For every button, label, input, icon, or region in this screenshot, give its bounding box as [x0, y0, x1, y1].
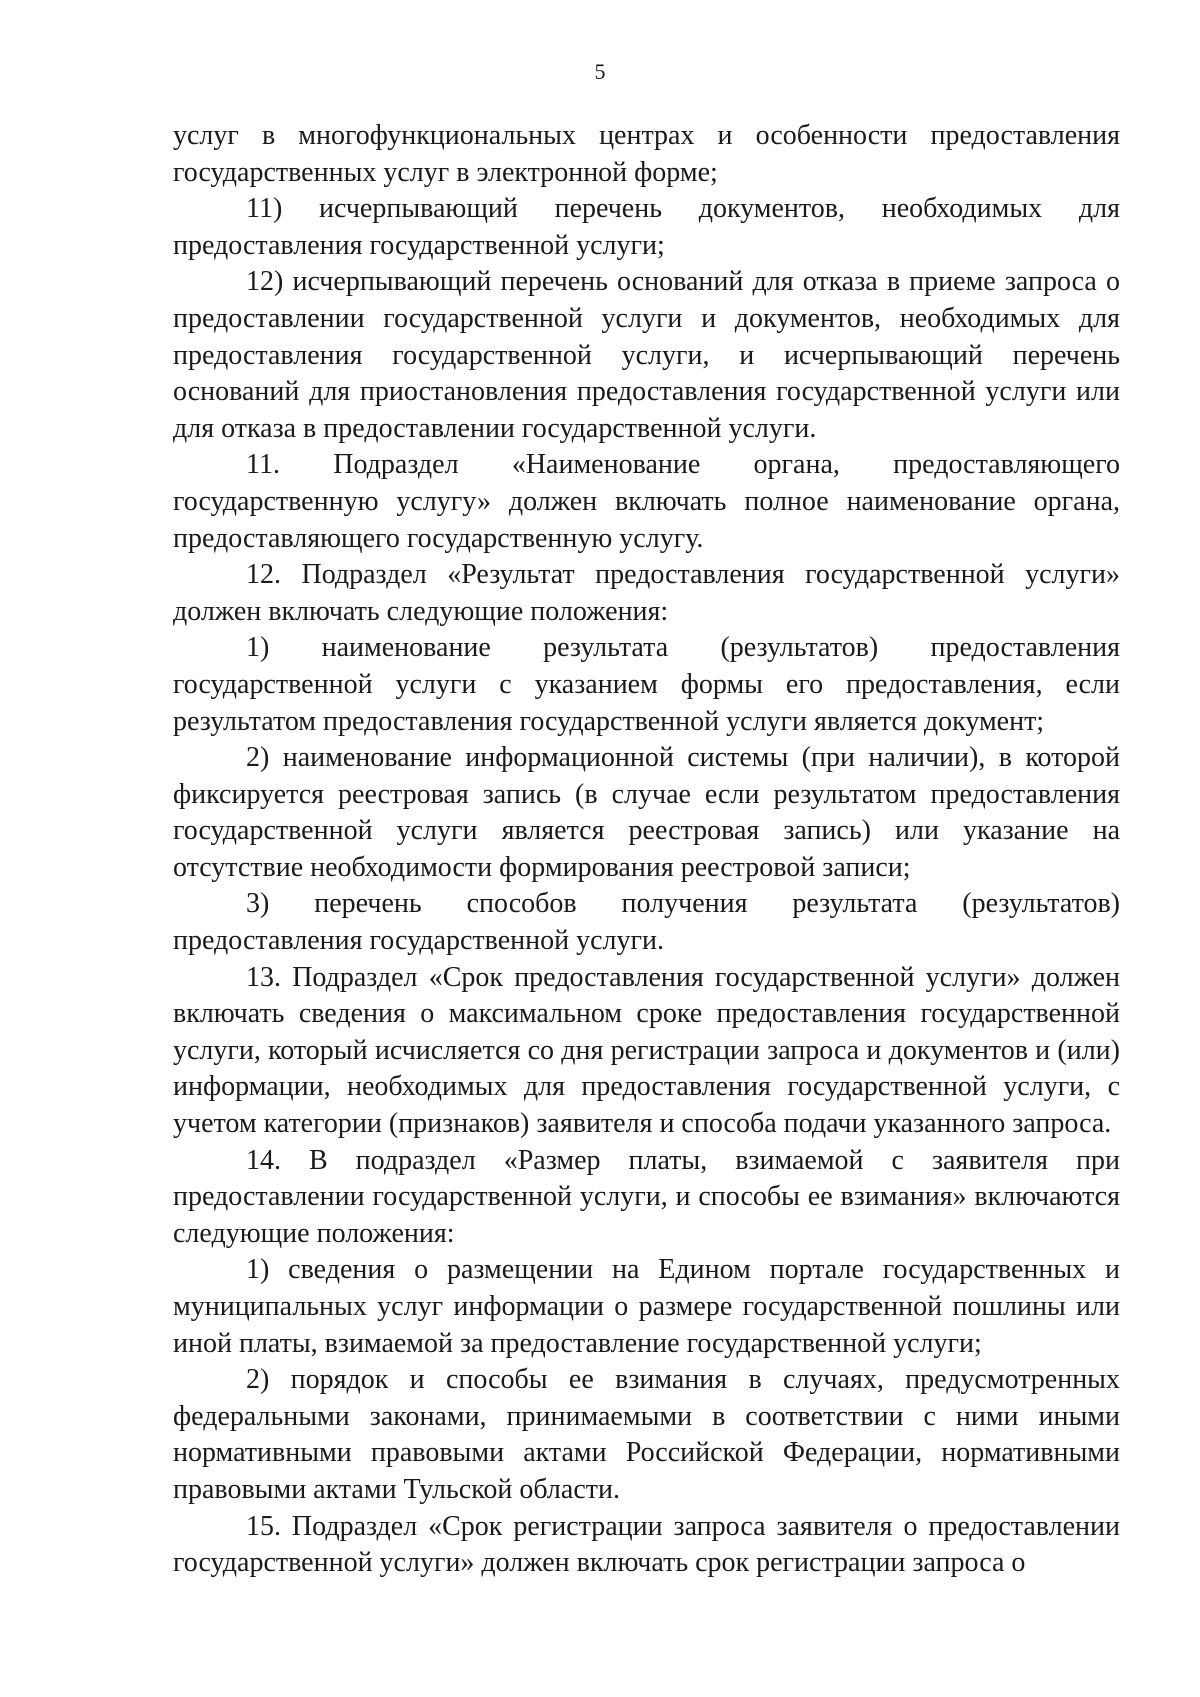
paragraph: 2) наименование информационной системы (при наличии), в которой фиксируется реестровая запись (в случае если результатом предоставления государственной услуги является реестровая запись) или указание на отсутствие необходимости формирования реестровой записи; [173, 742, 1120, 883]
paragraph: 1) сведения о размещении на Едином портале государственных и муниципальных услуг информации о размере государственной пошлины или иной платы, взимаемой за предоставление государственной услуги; [173, 1254, 1120, 1359]
page-number: 5 [594, 59, 606, 84]
paragraph: 11. Подраздел «Наименование органа, предоставляющего государственную услугу» должен включать полное наименование органа, предоставляющего государственную услугу. [173, 449, 1120, 554]
paragraph: 13. Подраздел «Срок предоставления государственной услуги» должен включать сведения о максимальном сроке предоставления государственной услуги, который исчисляется со дня регистрации запроса и документов и (или) информации, необходимых для предоставления государственной услуги, с учетом категории (признаков) заявителя и способа подачи указанного запроса. [173, 961, 1120, 1140]
paragraph: 3) перечень способов получения результата (результатов) предоставления государственной услуги. [173, 888, 1120, 957]
paragraph: 15. Подраздел «Срок регистрации запроса заявителя о предоставлении государственной услуги» должен включать срок регистрации запроса о [173, 1510, 1120, 1579]
paragraph: 14. В подраздел «Размер платы, взимаемой с заявителя при предоставлении государственной услуги, и способы ее взимания» включаются следующие положения: [173, 1144, 1120, 1249]
paragraph: 11) исчерпывающий перечень документов, необходимых для предоставления государственной услуги; [173, 193, 1120, 261]
paragraph: 1) наименование результата (результатов) предоставления государственной услуги с указанием формы его предоставления, если результатом предоставления государственной услуги является документ; [173, 632, 1120, 737]
paragraph: услуг в многофункциональных центрах и особенности предоставления государственных услуг в электронной форме; [173, 120, 1120, 188]
paragraph: 2) порядок и способы ее взимания в случаях, предусмотренных федеральными законами, принимаемыми в соответствии с ними иными нормативными правовыми актами Российской Федерации, нормативными правовыми актами Тульской области. [173, 1364, 1120, 1505]
paragraph: 12) исчерпывающий перечень оснований для отказа в приеме запроса о предоставлении государственной услуги и документов, необходимых для предоставления государственной услуги, и исчерпывающий перечень оснований для приостановления предоставления государственной услуги или для отказа в предоставлении государственной услуги. [173, 266, 1120, 444]
document-body [173, 118, 1120, 1582]
paragraph: 12. Подраздел «Результат предоставления государственной услуги» должен включать следующие положения: [173, 559, 1120, 627]
